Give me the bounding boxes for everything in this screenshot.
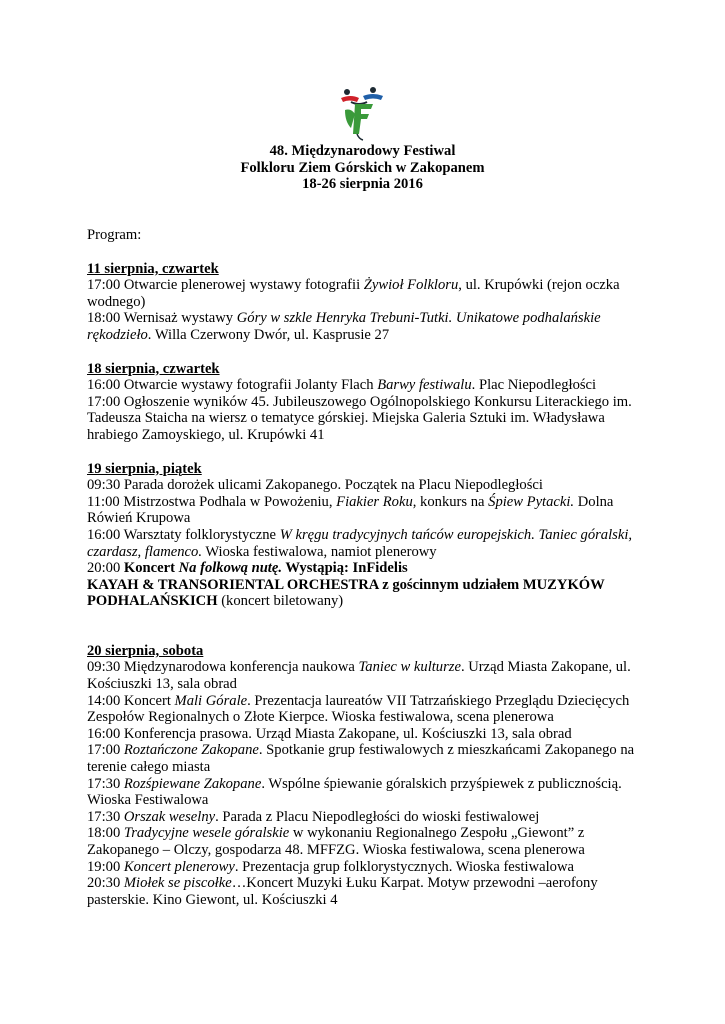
day-section xyxy=(87,361,642,444)
program-entry: 18:00 Tradycyjne wesele góralskie w wykonaniu Regionalnego Zespołu „Giewont” z Zakopanego – Olczy, gospodarza 48. MFFZG. Wioska festiwalowa, scena plenerowa xyxy=(87,825,585,858)
program-entry: 20:30 Miołek se piscołke…Koncert Muzyki Łuku Karpat. Motyw przewodni –aerofony pasterskie. Kino Giewont, ul. Kościuszki 4 xyxy=(87,875,598,908)
day-title: 19 sierpnia, piątek xyxy=(87,460,202,477)
festival-title: 48. Międzynarodowy Festiwal xyxy=(269,143,456,159)
program-entry: 14:00 Koncert Mali Górale. Prezentacja laureatów VII Tatrzańskiego Przeglądu Dziecięcych Zespołów Regionalnych o Złote Kierpce. Wioska festiwalowa, scena plenerowa xyxy=(87,692,630,726)
program-entry: 16:00 Otwarcie wystawy fotografii Jolanty Flach Barwy festiwalu. Plac Niepodległości xyxy=(87,377,597,394)
program-entry: 16:00 Konferencja prasowa. Urząd Miasta Zakopane, ul. Kościuszki 13, sala obrad xyxy=(87,725,572,742)
day-section xyxy=(87,643,642,909)
day-title: 18 sierpnia, czwartek xyxy=(87,360,220,377)
program-label: Program: xyxy=(87,227,142,243)
program-entry: 09:30 Parada dorożek ulicami Zakopanego. Początek na Placu Niepodległości xyxy=(87,477,543,494)
day-title: 11 sierpnia, czwartek xyxy=(87,260,219,277)
program-entry: 11:00 Mistrzostwa Podhala w Powożeniu, Fiakier Roku, konkurs na Śpiew Pytacki. Dolna Rówień Krupowa xyxy=(87,493,614,527)
program-entry: 09:30 Międzynarodowa konferencja naukowa Taniec w kulturze. Urząd Miasta Zakopane, ul. Kościuszki 13, sala obrad xyxy=(87,659,631,693)
festival-dates: 18-26 sierpnia 2016 xyxy=(302,176,423,193)
program-content xyxy=(87,227,642,908)
program-entry: 17:30 Orszak weselny. Parada z Placu Niepodległości do wioski festiwalowej xyxy=(87,808,540,825)
program-entry: 20:00 Koncert Na folkową nutę. Wystąpią: InFidelis xyxy=(87,560,408,577)
program-entry: 19:00 Koncert plenerowy. Prezentacja grup folklorystycznych. Wioska festiwalowa xyxy=(87,858,574,875)
program-entry: 17:00 Otwarcie plenerowej wystawy fotografii Żywioł Folkloru, ul. Krupówki (rejon oczka wodnego) xyxy=(87,277,620,310)
program-entry: 17:30 Rozśpiewane Zakopane. Wspólne śpiewanie góralskich przyśpiewek z publicznością. Wioska Festiwalowa xyxy=(87,775,622,809)
festival-header xyxy=(0,143,725,193)
program-entry: 17:00 Ogłoszenie wyników 45. Jubileuszowego Ogólnopolskiego Konkursu Literackiego im. Tadeusza Staicha na wiersz o tematyce górskiej. Miejska Galeria Sztuki im. Władysława hrabiego Zamoyskiego, ul. Krupówki 41 xyxy=(87,393,632,443)
festival-logo-icon xyxy=(337,84,387,142)
festival-subtitle: Folkloru Ziem Górskich w Zakopanem xyxy=(240,159,485,176)
day-section xyxy=(87,461,642,610)
day-title: 20 sierpnia, sobota xyxy=(87,642,204,659)
day-section xyxy=(87,261,642,344)
program-entry: 16:00 Warsztaty folklorystyczne W kręgu tradycyjnych tańców europejskich. Taniec góralski, czardasz, flamenco. Wioska festiwalowa, namiot plenerowy xyxy=(87,526,633,560)
program-entry: KAYAH & TRANSORIENTAL ORCHESTRA z gościnnym udziałem MUZYKÓW PODHALAŃSKICH (koncert biletowany) xyxy=(87,576,605,610)
program-entry: 17:00 Roztańczone Zakopane. Spotkanie grup festiwalowych z mieszkańcami Zakopanego na terenie całego miasta xyxy=(87,742,635,776)
program-entry: 18:00 Wernisaż wystawy Góry w szkle Henryka Trebuni-Tutki. Unikatowe podhalańskie rękodzieło. Willa Czerwony Dwór, ul. Kasprusie 27 xyxy=(87,310,601,343)
